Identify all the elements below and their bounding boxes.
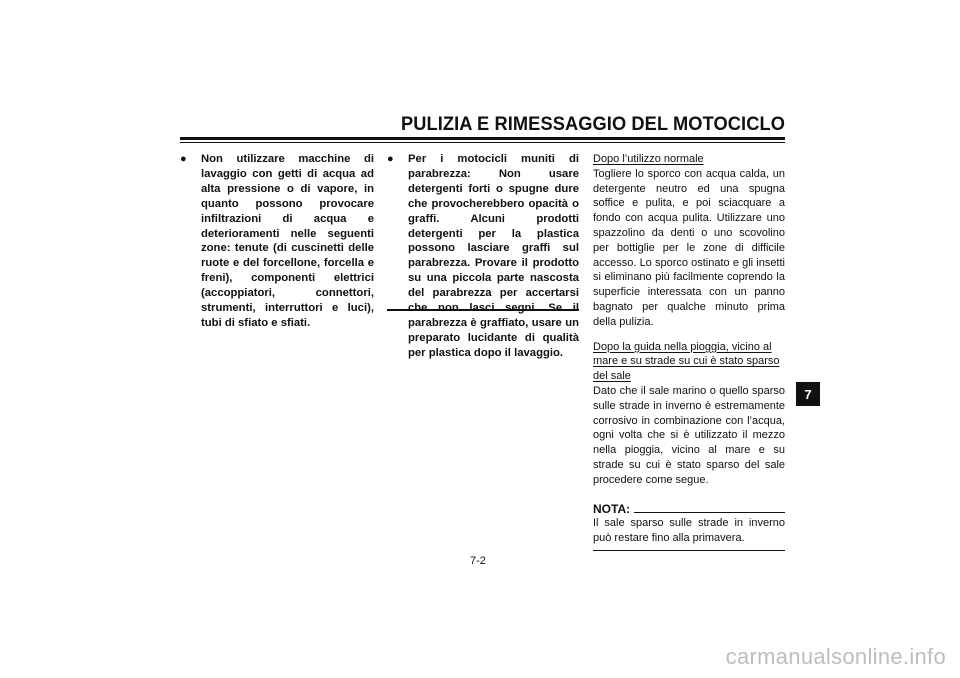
column-right (593, 152, 785, 551)
bullet-text: Non utilizzare macchine di lavaggio con getti di acqua ad alta pressione o di vapore, in quanto possono provocare infiltrazioni di acqua e deterioramenti nelle seguenti zone: tenute (di cuscinetti delle ruote e del forcellone, forcella e freni), componenti elettrici (accoppiatori, connettori, strumenti, interruttori e luci), tubi di sfiato e sfiati. (201, 153, 374, 329)
page-number: 7-2 (470, 555, 486, 567)
spacer (593, 330, 785, 340)
nota-rule (634, 512, 785, 513)
nota-header (593, 502, 785, 517)
watermark: carmanualsonline.info (725, 644, 946, 669)
section-heading-rain-sea-salt: Dopo la guida nella pioggia, vicino al mare e su strade su cui è stato sparso del sale (593, 340, 780, 383)
bullet-dot-icon: ● (387, 153, 394, 165)
paragraph-rain-sea-salt: Dato che il sale marino o quello sparso sulle strade in inverno è estremamente corrosivo in combinazione con l’acqua, ogni volta che si è utilizzato il mezzo nella pioggia, vicino al mare e su strade su cui è stato sparso del sale procedere come segue. (593, 384, 785, 486)
column-middle (387, 152, 579, 361)
bullet-dot-icon: ● (180, 153, 187, 165)
bullet-item-windshield (387, 152, 579, 361)
paragraph-normal-use: Togliere lo sporco con acqua calda, un detergente neutro ed una spugna soffice e pulita, e poi sciacquare a fondo con acqua pulita. Utilizzare uno spazzolino da denti o uno scovolino per bottiglie per le zone di difficile accesso. Lo sporco ostinato e gli insetti si eliminano più facilmente coprendo la superficie interessata con un panno bagnato per qualche minuto prima della pulizia. (593, 167, 785, 328)
section-heading-normal-use: Dopo l’utilizzo normale (593, 153, 704, 165)
nota-end-rule (593, 546, 785, 551)
title-rule-thin (180, 142, 785, 143)
caution-end-rule (387, 309, 579, 311)
column-left (180, 152, 374, 331)
page-title: PULIZIA E RIMESSAGGIO DEL MOTOCICLO (400, 114, 785, 135)
nota-text: Il sale sparso sulle strade in inverno può restare fino alla primavera. (593, 517, 785, 545)
bullet-text: Per i motocicli muniti di parabrezza: Non usare detergenti forti o spugne dure che provocherebbero opacità o graffi. Alcuni prodotti detergenti per la plastica possono lasciare graffi sul parabrezza. Provare il prodotto su una piccola parte nascosta del parabrezza per accertarsi parabrezza è graffiato, usare un preparato lucidante di qualità per plastica dopo il lavaggio. (408, 153, 579, 359)
chapter-tab: 7 (796, 382, 820, 406)
title-rule-thick (180, 137, 785, 140)
bullet-item-washing (180, 152, 374, 331)
nota-label: NOTA: (593, 501, 631, 516)
